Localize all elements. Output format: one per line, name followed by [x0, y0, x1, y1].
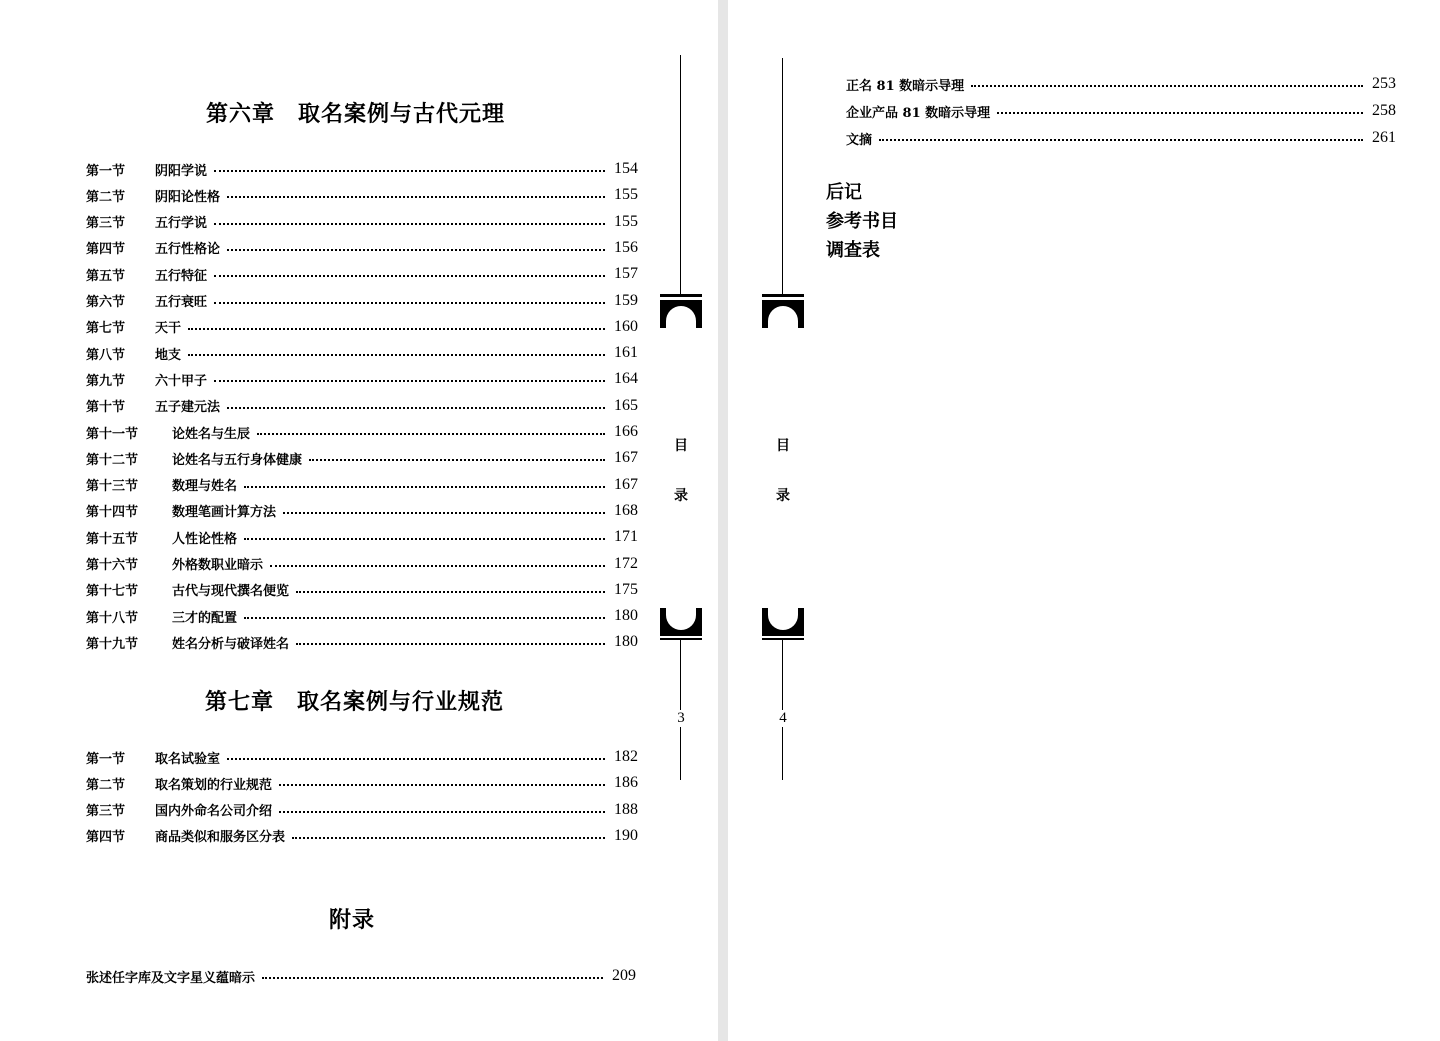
page-number: 3	[658, 710, 704, 727]
page-ref: 160	[614, 317, 638, 335]
page-ref: 164	[614, 370, 638, 388]
section-number: 第一节	[86, 751, 126, 767]
section-title: 数理笔画计算方法	[172, 505, 277, 521]
section-number: 第四节	[86, 242, 126, 258]
page-ref: 171	[614, 528, 638, 546]
toc-entry	[86, 263, 638, 285]
left-page	[0, 0, 718, 1041]
dot-leader	[244, 538, 605, 540]
section-title: 五子建元法	[155, 400, 221, 416]
toc-entry	[86, 772, 638, 794]
dot-leader	[279, 811, 605, 813]
section-number: 第九节	[86, 373, 126, 389]
toc-entry	[846, 73, 1396, 95]
dot-leader	[283, 512, 605, 514]
dot-leader	[279, 784, 605, 786]
section-title: 人性论性格	[172, 531, 238, 547]
section-title: 论姓名与生辰	[172, 426, 251, 442]
appendix-title: 附录	[329, 907, 376, 933]
section-title: 取名试验室	[155, 751, 221, 767]
dot-leader	[214, 302, 605, 304]
section-title: 国内外命名公司介绍	[155, 804, 273, 820]
toc-entry	[86, 290, 638, 312]
page-ref: 258	[1372, 102, 1396, 119]
chapter-7-title: 第七章 取名案例与行业规范	[205, 689, 505, 715]
dot-leader	[244, 617, 605, 619]
page-ref: 156	[614, 238, 638, 256]
toc-entry	[86, 526, 638, 548]
section-title: 企业产品 81 数暗示导理	[846, 105, 991, 121]
dot-leader	[997, 112, 1363, 114]
page-ref: 175	[614, 580, 638, 598]
back-matter-item: 参考书目	[826, 211, 898, 232]
toc-entry	[86, 799, 638, 821]
page-ref: 161	[614, 344, 638, 362]
section-number: 第十八节	[86, 610, 139, 626]
toc-entry	[86, 316, 638, 338]
toc-entry	[86, 421, 638, 443]
dot-leader	[309, 459, 605, 461]
dot-leader	[227, 196, 605, 198]
section-title: 正名 81 数暗示导理	[846, 78, 965, 94]
section-number: 第三节	[86, 216, 126, 232]
section-title: 姓名分析与破译姓名	[172, 636, 290, 652]
dot-leader	[214, 223, 605, 225]
toc-entry	[86, 631, 638, 653]
dot-leader	[214, 380, 605, 382]
page-ref: 154	[614, 160, 638, 177]
page-ref: 167	[614, 449, 638, 467]
section-title: 地支	[155, 347, 182, 363]
margin-ornament	[760, 0, 806, 1041]
dot-leader	[214, 170, 605, 172]
toc-entry	[86, 825, 638, 847]
dot-leader	[270, 565, 605, 567]
toc-entry	[86, 553, 638, 575]
page-ref: 159	[614, 291, 638, 309]
page-ref: 166	[614, 423, 638, 440]
dot-leader	[262, 977, 603, 979]
section-title: 五行衰旺	[155, 295, 208, 310]
section-number: 第十二节	[86, 452, 139, 468]
page-ref: 261	[1372, 129, 1396, 146]
back-matter-item: 调查表	[826, 240, 880, 261]
back-matter-item: 后记	[826, 182, 862, 203]
section-title: 外格数职业暗示	[172, 558, 264, 573]
section-number: 第三节	[86, 804, 126, 820]
margin-char-lu: 录	[776, 488, 790, 504]
section-title: 六十甲子	[155, 373, 208, 389]
dot-leader	[188, 328, 605, 330]
section-title: 商品类似和服务区分表	[155, 830, 286, 846]
dot-leader	[214, 275, 605, 277]
section-number: 第十三节	[86, 479, 139, 495]
section-title: 论姓名与五行身体健康	[172, 452, 303, 468]
section-title: 三才的配置	[172, 610, 238, 626]
section-number: 第十九节	[86, 636, 139, 652]
margin-char-lu: 录	[674, 488, 688, 504]
section-title: 五行学说	[155, 216, 208, 232]
toc-entry	[86, 211, 638, 233]
dot-leader	[188, 354, 605, 356]
section-number: 第八节	[86, 347, 126, 363]
section-title: 五行特征	[155, 268, 208, 284]
toc-entry	[86, 237, 638, 259]
toc-entry	[86, 184, 638, 206]
section-title: 数理与姓名	[172, 479, 238, 495]
margin-char-mu: 目	[674, 438, 688, 454]
section-title: 取名策划的行业规范	[155, 777, 273, 793]
page-ref: 168	[614, 501, 638, 519]
page-ref: 180	[614, 633, 638, 651]
page-ref: 188	[614, 800, 638, 818]
toc-entry	[86, 605, 638, 627]
toc-entry	[86, 965, 636, 987]
page-ref: 180	[614, 607, 638, 625]
toc-entry	[86, 447, 638, 469]
toc-entry	[86, 368, 638, 390]
dot-leader	[227, 758, 605, 760]
section-title: 古代与现代撰名便览	[172, 584, 290, 600]
page-ref: 167	[614, 475, 638, 493]
toc-entry	[86, 500, 638, 522]
section-number: 第六节	[86, 295, 126, 310]
section-number: 第二节	[86, 777, 126, 793]
toc-entry	[86, 474, 638, 496]
page-ref: 190	[614, 826, 638, 844]
page-ref: 172	[614, 554, 638, 572]
section-title: 阴阳学说	[155, 163, 208, 179]
toc-entry	[86, 342, 638, 364]
section-title: 张述任字库及文字星义蕴暗示	[86, 970, 256, 986]
margin-char-mu: 目	[776, 438, 790, 454]
section-title: 五行性格论	[155, 242, 221, 258]
section-number: 第五节	[86, 268, 126, 284]
section-number: 第十五节	[86, 531, 139, 547]
section-title: 文摘	[846, 132, 873, 148]
section-number: 第二节	[86, 189, 126, 205]
dot-leader	[257, 433, 605, 435]
dot-leader	[971, 85, 1363, 87]
toc-entry	[86, 395, 638, 417]
dot-leader	[244, 486, 605, 488]
section-number: 第十七节	[86, 584, 139, 600]
section-number: 第四节	[86, 830, 126, 846]
dot-leader	[296, 591, 605, 593]
toc-entry	[846, 127, 1396, 149]
section-number: 第十节	[86, 400, 126, 416]
page-ref: 157	[614, 265, 638, 283]
page-ref: 186	[614, 774, 638, 792]
page-ref: 155	[614, 212, 638, 230]
dot-leader	[296, 643, 605, 645]
section-title: 天干	[155, 321, 182, 337]
dot-leader	[227, 407, 605, 409]
section-number: 第一节	[86, 163, 126, 179]
toc-entry	[86, 579, 638, 601]
page-ref: 182	[614, 748, 638, 765]
page-ref: 155	[614, 186, 638, 204]
page-ref: 209	[612, 967, 636, 984]
section-number: 第十一节	[86, 426, 139, 442]
page-number: 4	[760, 710, 806, 727]
page-ref: 165	[614, 396, 638, 414]
dot-leader	[227, 249, 605, 251]
dot-leader	[879, 139, 1363, 141]
toc-entry	[846, 100, 1396, 122]
toc-entry	[86, 746, 638, 768]
right-page	[728, 0, 1440, 1041]
section-number: 第七节	[86, 321, 126, 337]
dot-leader	[292, 837, 605, 839]
section-number: 第十六节	[86, 558, 139, 573]
page-ref: 253	[1372, 75, 1396, 92]
section-number: 第十四节	[86, 505, 139, 521]
margin-ornament	[658, 0, 704, 1041]
chapter-6-title: 第六章 取名案例与古代元理	[206, 101, 506, 127]
section-title: 阴阳论性格	[155, 189, 221, 205]
toc-entry	[86, 158, 638, 180]
